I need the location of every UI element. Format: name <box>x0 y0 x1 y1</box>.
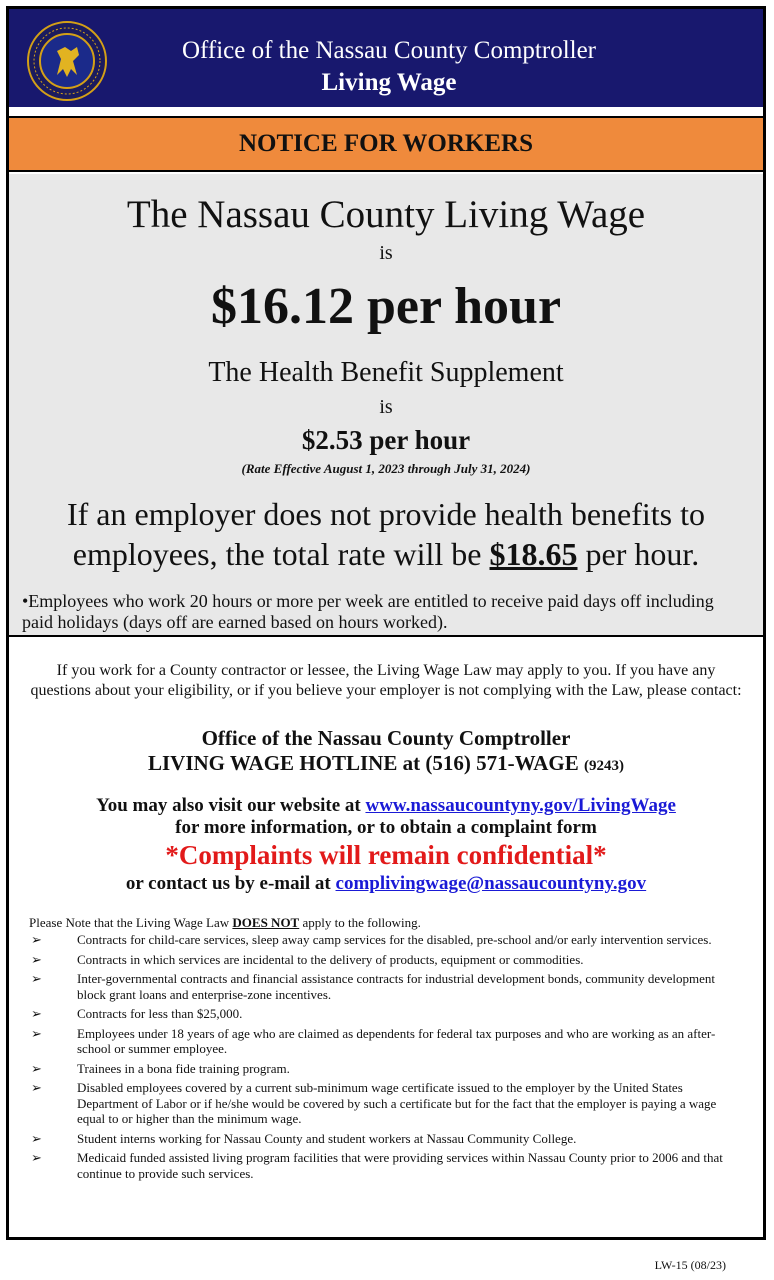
header-banner <box>9 9 763 107</box>
exclusions-intro <box>29 915 421 931</box>
hotline-text: LIVING WAGE HOTLINE at (516) 571-WAGE <box>148 751 579 775</box>
hotline <box>9 751 763 776</box>
total-rate-pre: If an employer does not provide health benefits to employees, the total rate will be <box>66 496 706 572</box>
notice-bar: NOTICE FOR WORKERS <box>9 116 763 172</box>
website-post: for more information, or to obtain a complaint form <box>175 817 597 838</box>
arrow-bullet-icon: ➢ <box>31 971 42 986</box>
arrow-bullet-icon: ➢ <box>31 1080 42 1095</box>
exclusions-intro-post: apply to the following. <box>299 915 421 930</box>
exclusions-intro-emph: DOES NOT <box>232 915 300 930</box>
website-link[interactable]: www.nassaucountyny.gov/LivingWage <box>365 795 676 816</box>
email-pre: or contact us by e-mail at <box>125 873 336 894</box>
list-item <box>29 971 729 1002</box>
list-item-text: Contracts for child-care services, sleep away camp services for the disabled, pre-school and/or early intervention services. <box>77 932 712 947</box>
exclusions-list <box>29 932 729 1185</box>
list-item <box>29 1150 729 1181</box>
list-item <box>29 1080 729 1127</box>
list-item-text: Disabled employees covered by a current sub-minimum wage certificate issued to the employer by the United States Department of Labor or if he/she would be covered by such a certificate but for the fact that the employer is paying a wage equal to or higher than the minimum wage. <box>77 1080 717 1126</box>
total-rate-amount: $18.65 <box>489 536 578 572</box>
arrow-bullet-icon: ➢ <box>31 1006 42 1021</box>
arrow-bullet-icon: ➢ <box>31 932 42 947</box>
notice-frame <box>6 6 766 1240</box>
header-title: Office of the Nassau County Comptroller <box>181 37 597 64</box>
website-pre: You may also visit our website at <box>96 795 366 816</box>
is-text-1: is <box>379 242 393 264</box>
is-text-2: is <box>379 396 393 418</box>
supplement-heading: The Health Benefit Supplement <box>208 357 564 388</box>
list-item-text: Inter-governmental contracts and financial assistance contracts for industrial development bonds, community development block grant loans and enterprise-zone incentives. <box>77 971 715 1002</box>
email-info <box>9 873 763 895</box>
arrow-bullet-icon: ➢ <box>31 1060 42 1076</box>
supplement-amount: $2.53 per hour <box>301 425 471 455</box>
email-link[interactable]: complivingwage@nassaucountyny.gov <box>335 873 647 894</box>
list-item <box>29 1006 729 1022</box>
list-item <box>29 1026 729 1057</box>
arrow-bullet-icon: ➢ <box>31 951 42 967</box>
list-item-text: Employees under 18 years of age who are claimed as dependents for federal tax purposes and who are working as an after-school or summer employee. <box>77 1025 716 1056</box>
list-item-text: Contracts in which services are incidental to the delivery of products, equipment or commodities. <box>77 951 584 967</box>
wage-amount: $16.12 per hour <box>210 278 562 335</box>
form-id: LW-15 (08/23) <box>654 1258 726 1272</box>
list-item-text: Student interns working for Nassau County and student workers at Nassau Community College. <box>77 1130 577 1146</box>
hotline-digits: (9243) <box>584 758 624 774</box>
paid-days-note: •Employees who work 20 hours or more per week are entitled to receive paid days off including paid holidays (days off are earned based on hours worked). <box>22 591 714 632</box>
list-item <box>29 932 729 948</box>
list-item <box>29 1131 729 1147</box>
list-item-text: Medicaid funded assisted living program facilities that were providing services within Nassau County prior to 2006 and that continue to provide such services. <box>77 1150 723 1181</box>
confidential-notice: *Complaints will remain confidential* <box>165 840 607 870</box>
exclusions-intro-pre: Please Note that the Living Wage Law <box>29 915 233 930</box>
arrow-bullet-icon: ➢ <box>31 1130 42 1146</box>
arrow-bullet-icon: ➢ <box>31 1150 42 1165</box>
list-item <box>29 1061 729 1077</box>
list-item-text: Trainees in a bona fide training program. <box>77 1060 290 1076</box>
comptroller-office: Office of the Nassau County Comptroller <box>201 726 571 750</box>
website-info <box>9 795 763 839</box>
total-rate-statement <box>9 494 763 574</box>
header-subtitle: Living Wage <box>321 69 457 96</box>
wage-heading: The Nassau County Living Wage <box>126 193 646 236</box>
total-rate-post: per hour. <box>577 536 700 572</box>
rate-effective: (Rate Effective August 1, 2023 through July 31, 2024) <box>241 461 531 476</box>
arrow-bullet-icon: ➢ <box>31 1025 42 1041</box>
list-item <box>29 952 729 968</box>
list-item-text: Contracts for less than $25,000. <box>77 1006 243 1021</box>
county-seal-icon <box>27 21 107 101</box>
contact-intro: If you work for a County contractor or lessee, the Living Wage Law may apply to you. If you have any questions about your eligibility, or if you believe your employer is not complying with the Law, please contact: <box>30 662 742 699</box>
